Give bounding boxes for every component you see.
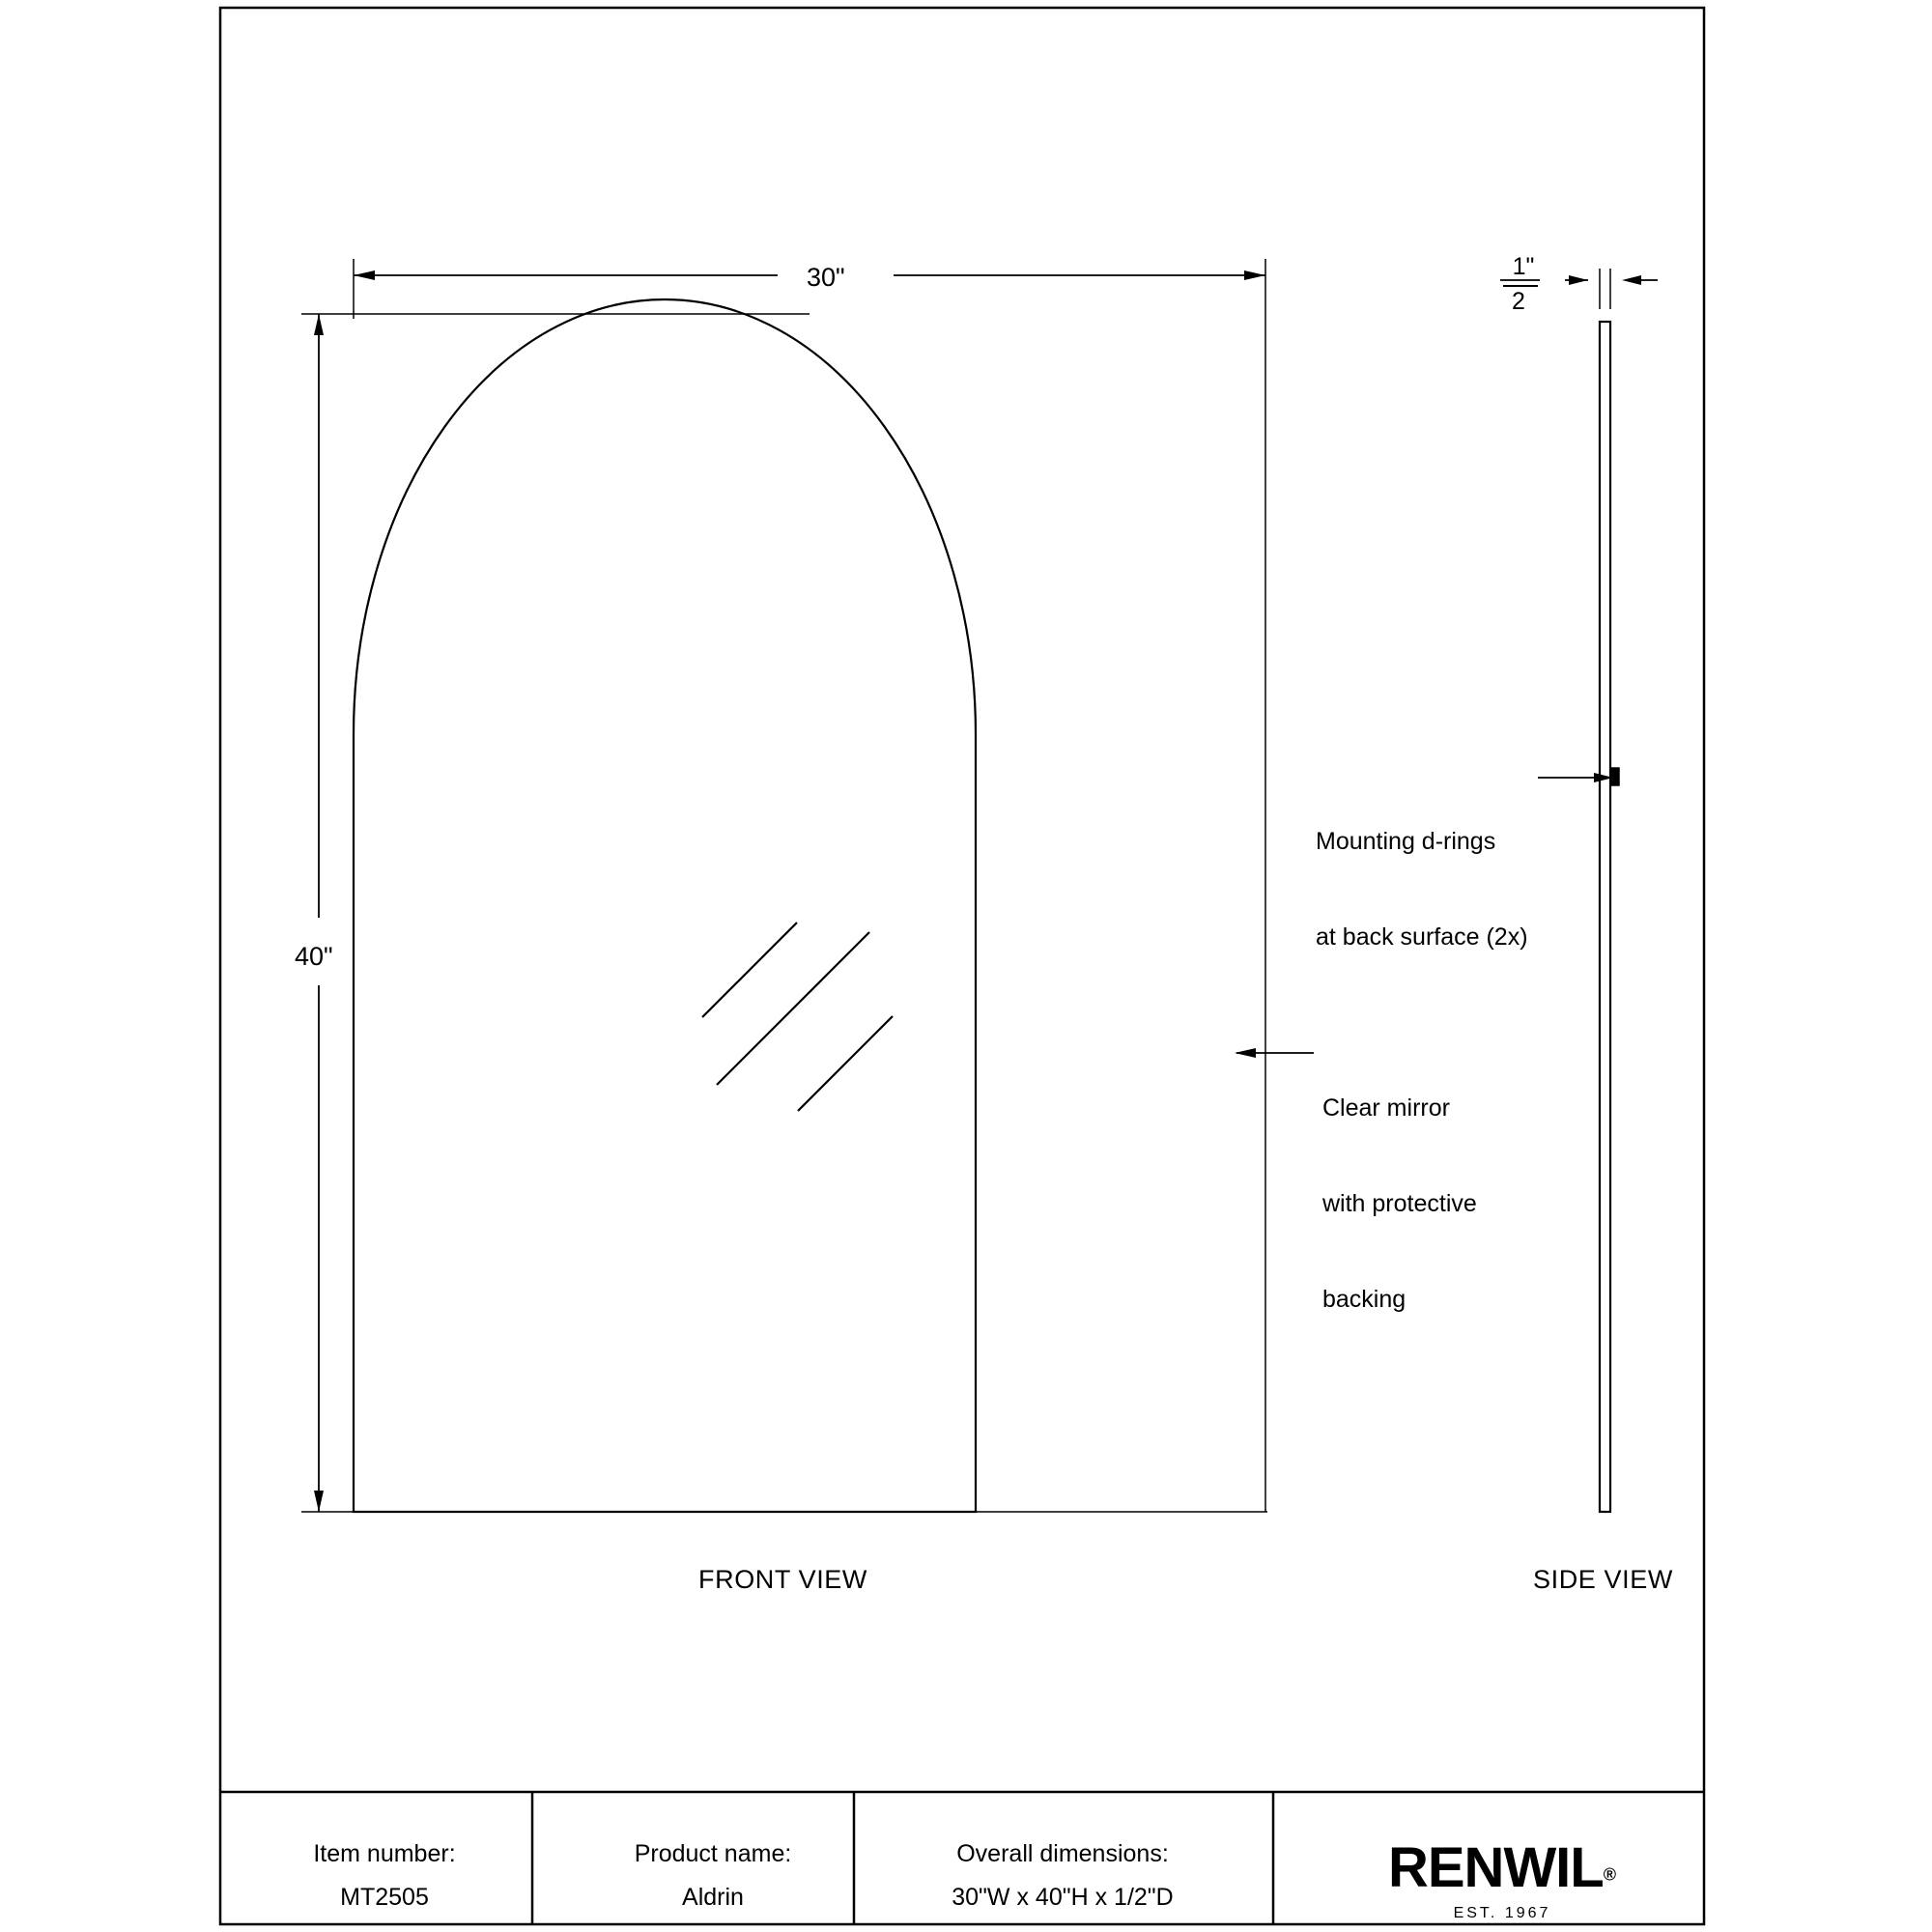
width-dimension-label: 30" bbox=[807, 263, 845, 292]
mirror-reflection-lines bbox=[702, 923, 893, 1111]
leader-mounting-drings bbox=[1538, 773, 1613, 782]
mirror-front-outline bbox=[354, 299, 976, 1512]
title-block-dimensions bbox=[889, 1840, 1236, 1912]
logo-wordmark: RENWIL bbox=[1387, 1836, 1604, 1899]
callout-mirror-line-3: backing bbox=[1322, 1286, 1406, 1313]
front-view-label: FRONT VIEW bbox=[698, 1565, 868, 1594]
depth-dimension-denominator: 2 bbox=[1512, 288, 1525, 315]
item-number-label: Item number: bbox=[313, 1840, 456, 1867]
callout-mounting-line-2: at back surface (2x) bbox=[1316, 923, 1528, 951]
product-name-label: Product name: bbox=[634, 1840, 792, 1867]
side-view-label: SIDE VIEW bbox=[1533, 1565, 1673, 1594]
mirror-side-outline bbox=[1600, 322, 1610, 1512]
callout-mirror-line-2: with protective bbox=[1322, 1190, 1477, 1217]
callout-mounting-drings bbox=[1316, 762, 1528, 1017]
width-dimension bbox=[354, 259, 1265, 1512]
dimensions-value: 30"W x 40"H x 1/2"D bbox=[952, 1884, 1174, 1911]
brand-logo bbox=[1319, 1836, 1686, 1922]
height-dimension-label: 40" bbox=[295, 942, 333, 971]
d-ring-marker bbox=[1610, 768, 1619, 785]
callout-mirror-line-1: Clear mirror bbox=[1322, 1094, 1450, 1122]
dimensions-label: Overall dimensions: bbox=[956, 1840, 1169, 1867]
product-name-value: Aldrin bbox=[682, 1884, 744, 1911]
logo-established-text: EST. 1967 bbox=[1453, 1905, 1551, 1921]
registered-trademark-icon: ® bbox=[1603, 1864, 1616, 1885]
callout-clear-mirror bbox=[1322, 1029, 1477, 1379]
height-dimension bbox=[301, 314, 1267, 1512]
title-block-product-name bbox=[568, 1840, 858, 1912]
callout-mounting-line-1: Mounting d-rings bbox=[1316, 828, 1496, 855]
leader-clear-mirror bbox=[1235, 1048, 1314, 1058]
item-number-value: MT2505 bbox=[340, 1884, 429, 1911]
title-block-item-number bbox=[240, 1840, 529, 1912]
depth-dimension-numerator: 1" bbox=[1512, 253, 1535, 280]
